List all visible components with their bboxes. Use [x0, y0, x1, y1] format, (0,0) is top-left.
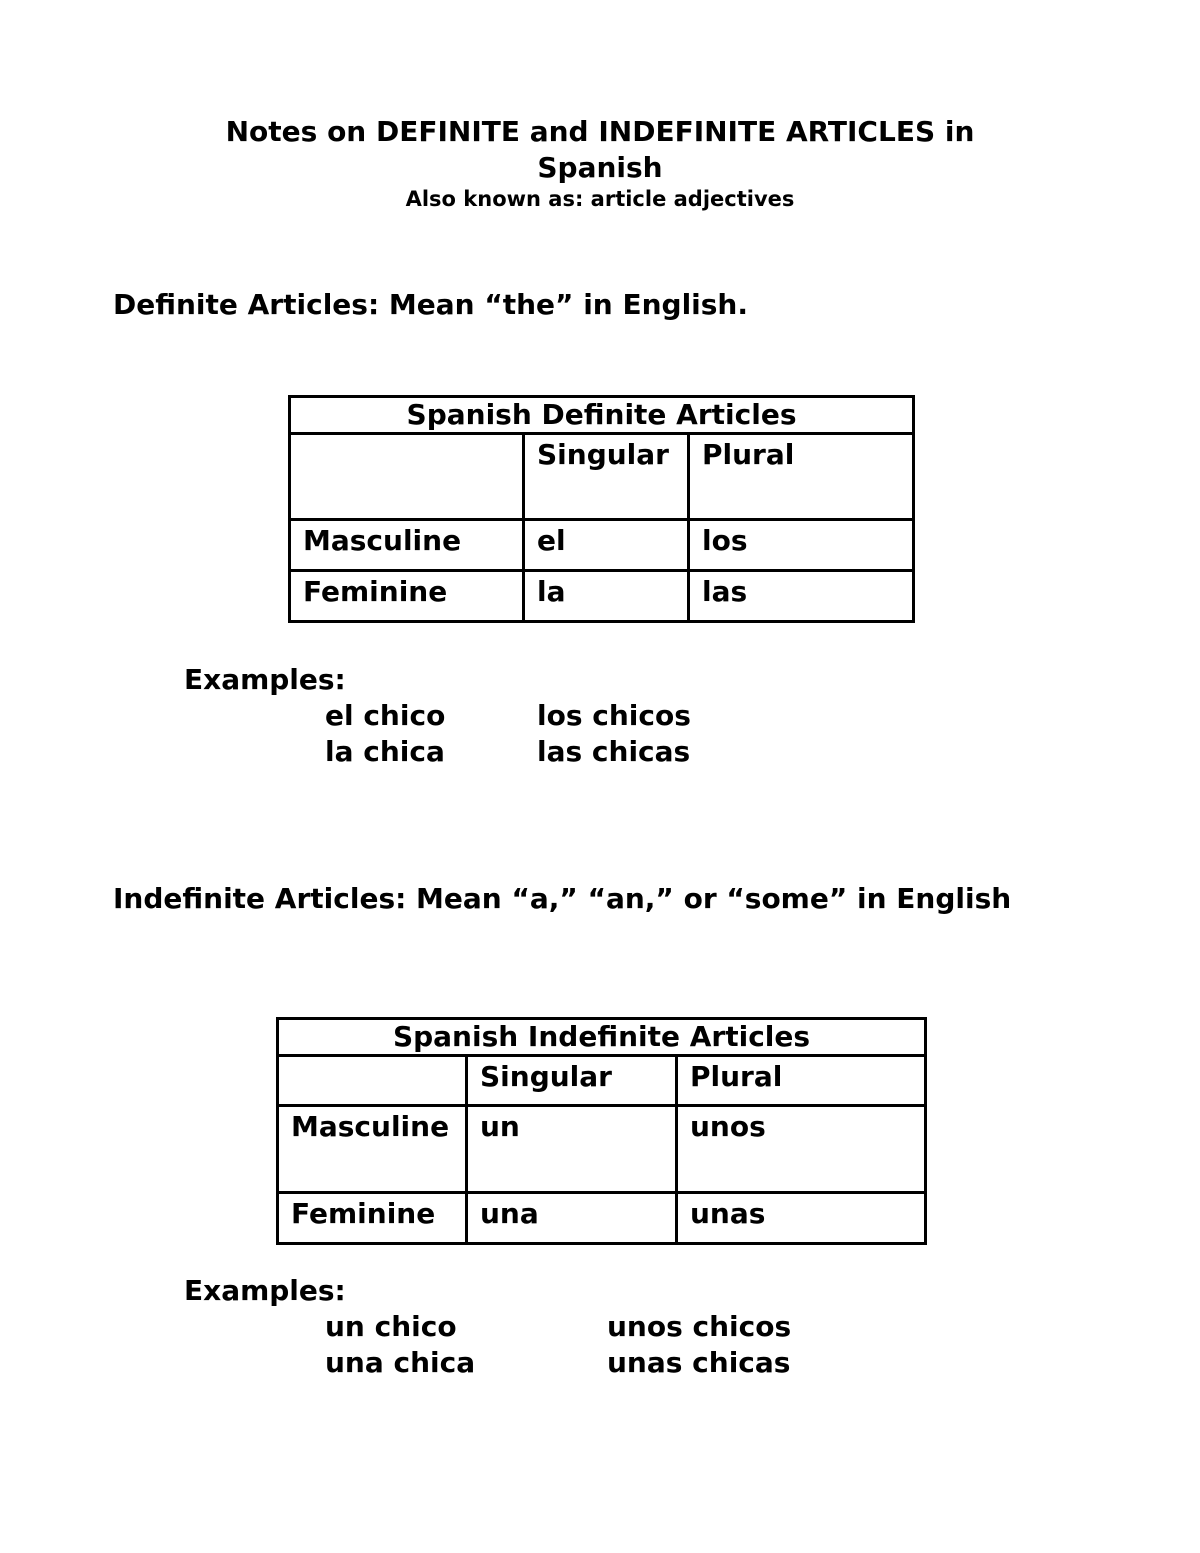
example-item: el chico [325, 699, 446, 732]
examples-label: Examples: [184, 663, 346, 696]
example-item: la chica [325, 735, 445, 768]
example-item: las chicas [537, 735, 691, 768]
example-item: unos chicos [607, 1310, 792, 1343]
example-item: una chica [325, 1346, 476, 1379]
table-cell: unos [677, 1106, 926, 1193]
table-caption: Spanish Definite Articles [290, 397, 914, 434]
table-cell: una [467, 1193, 677, 1244]
example-item: los chicos [537, 699, 691, 732]
table-caption: Spanish Indefinite Articles [278, 1019, 926, 1056]
row-label: Feminine [290, 571, 524, 622]
indefinite-heading: Indefinite Articles: Mean “a,” “an,” or “some” in English [113, 882, 1012, 915]
example-item: un chico [325, 1310, 457, 1343]
header-cell [278, 1056, 467, 1106]
definite-articles-table [288, 395, 915, 623]
page-subtitle: Also known as: article adjectives [405, 187, 795, 211]
table-row [278, 1193, 926, 1244]
header-cell: Singular [524, 434, 689, 520]
table-cell: el [524, 520, 689, 571]
table-cell: la [524, 571, 689, 622]
row-label: Masculine [278, 1106, 467, 1193]
table-caption-row [290, 397, 914, 434]
table-cell: unas [677, 1193, 926, 1244]
table-row [290, 520, 914, 571]
table-cell: los [689, 520, 914, 571]
table-row [278, 1106, 926, 1193]
header-cell: Singular [467, 1056, 677, 1106]
row-label: Feminine [278, 1193, 467, 1244]
table-header-row [278, 1056, 926, 1106]
indefinite-articles-table [276, 1017, 927, 1245]
page-title: Notes on DEFINITE and INDEFINITE ARTICLES in Spanish [225, 115, 975, 184]
table-caption-row [278, 1019, 926, 1056]
examples-label: Examples: [184, 1274, 346, 1307]
header-cell [290, 434, 524, 520]
example-item: unas chicas [607, 1346, 791, 1379]
table-header-row [290, 434, 914, 520]
header-cell: Plural [689, 434, 914, 520]
table-row [290, 571, 914, 622]
row-label: Masculine [290, 520, 524, 571]
table-cell: las [689, 571, 914, 622]
header-cell: Plural [677, 1056, 926, 1106]
table-cell: un [467, 1106, 677, 1193]
definite-heading: Definite Articles: Mean “the” in English. [113, 288, 749, 321]
